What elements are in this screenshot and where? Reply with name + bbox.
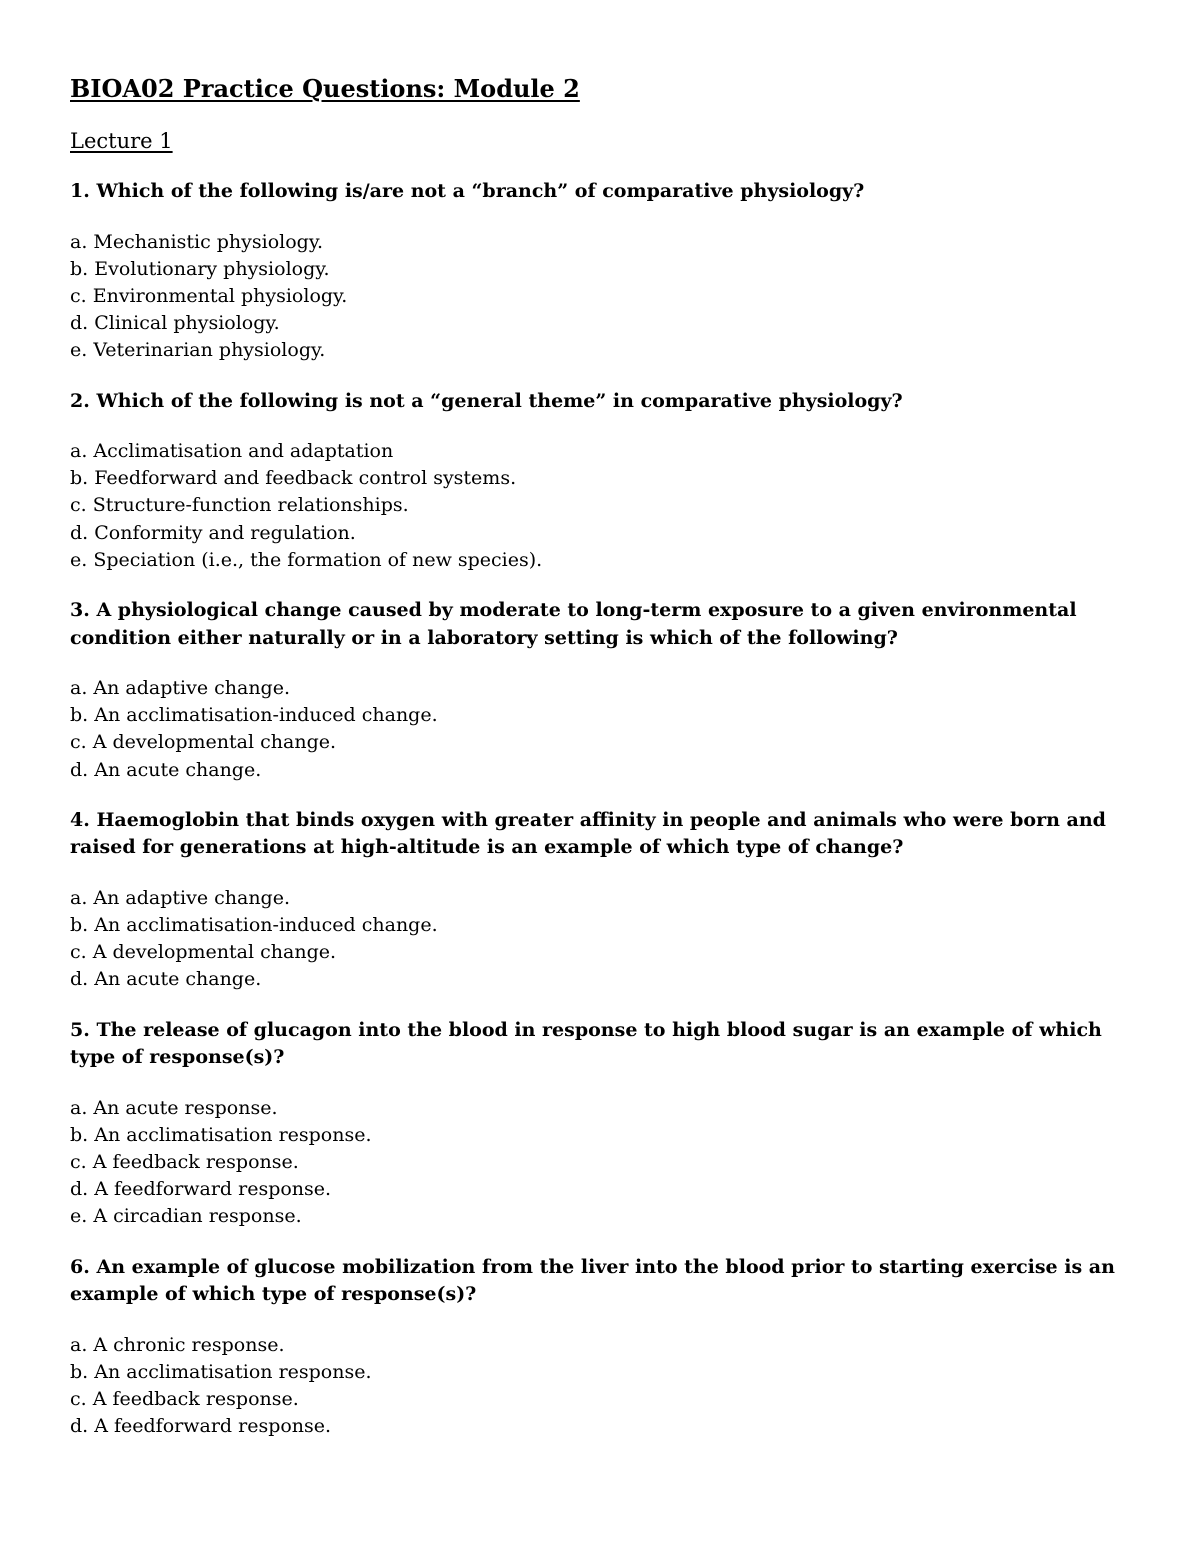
answer-option: c. Environmental physiology.	[70, 284, 348, 307]
answer-option: b. Evolutionary physiology.	[70, 257, 330, 280]
answer-option: e. A circadian response.	[70, 1205, 302, 1228]
answer-option: a. An adaptive change.	[70, 677, 291, 700]
document-title: BIOA02 Practice Questions: Module 2	[70, 74, 580, 103]
answer-options	[70, 675, 1130, 784]
question-6	[70, 1254, 1130, 1441]
question-text: 3. A physiological change caused by moderate to long-term exposure to a given environmental condition either naturally or in a laboratory setting is which of the following?	[70, 599, 1077, 649]
answer-option: a. Mechanistic physiology.	[70, 230, 324, 253]
answer-option: c. A feedback response.	[70, 1388, 299, 1411]
answer-option: c. A feedback response.	[70, 1151, 299, 1174]
answer-option: e. Speciation (i.e., the formation of new species).	[70, 548, 543, 571]
answer-option: c. A developmental change.	[70, 941, 337, 964]
answer-option: b. An acclimatisation response.	[70, 1360, 372, 1383]
answer-options	[70, 438, 1130, 574]
question-4	[70, 807, 1130, 994]
answer-options	[70, 1332, 1130, 1441]
question-text: 4. Haemoglobin that binds oxygen with greater affinity in people and animals who were born and raised for generations at high-altitude is an example of which type of change?	[70, 808, 1106, 859]
answer-option: d. A feedforward response.	[70, 1178, 332, 1201]
answer-option: b. An acclimatisation response.	[70, 1123, 372, 1146]
question-text: 1. Which of the following is/are not a “branch” of comparative physiology?	[70, 180, 865, 202]
answer-option: c. Structure-function relationships.	[70, 494, 409, 517]
question-list	[70, 178, 1130, 1440]
answer-option: d. An acute change.	[70, 758, 262, 781]
question-text: 6. An example of glucose mobilization from the liver into the blood prior to starting exercise is an example of which type of response(s)?	[70, 1255, 1115, 1306]
answer-option: a. An adaptive change.	[70, 886, 291, 909]
answer-option: e. Veterinarian physiology.	[70, 339, 326, 362]
answer-option: b. An acclimatisation-induced change.	[70, 914, 438, 937]
section-heading: Lecture 1	[70, 129, 173, 153]
answer-option: a. Acclimatisation and adaptation	[70, 440, 394, 463]
answer-option: d. A feedforward response.	[70, 1415, 332, 1438]
answer-option: d. Conformity and regulation.	[70, 521, 356, 544]
answer-option: a. An acute response.	[70, 1096, 278, 1119]
question-3	[70, 597, 1130, 784]
answer-option: b. Feedforward and feedback control systems.	[70, 467, 517, 490]
answer-option: d. Clinical physiology.	[70, 312, 280, 335]
question-2	[70, 388, 1130, 575]
answer-options	[70, 1095, 1130, 1231]
answer-options	[70, 229, 1130, 365]
answer-option: b. An acclimatisation-induced change.	[70, 704, 438, 727]
question-5	[70, 1017, 1130, 1231]
answer-options	[70, 885, 1130, 994]
answer-option: a. A chronic response.	[70, 1333, 285, 1356]
document-page	[70, 72, 1130, 1463]
answer-option: d. An acute change.	[70, 968, 262, 991]
question-text: 2. Which of the following is not a “general theme” in comparative physiology?	[70, 389, 903, 412]
question-text: 5. The release of glucagon into the blood in response to high blood sugar is an example of which type of response(s)?	[70, 1018, 1102, 1069]
answer-option: c. A developmental change.	[70, 731, 337, 754]
question-1	[70, 178, 1130, 365]
